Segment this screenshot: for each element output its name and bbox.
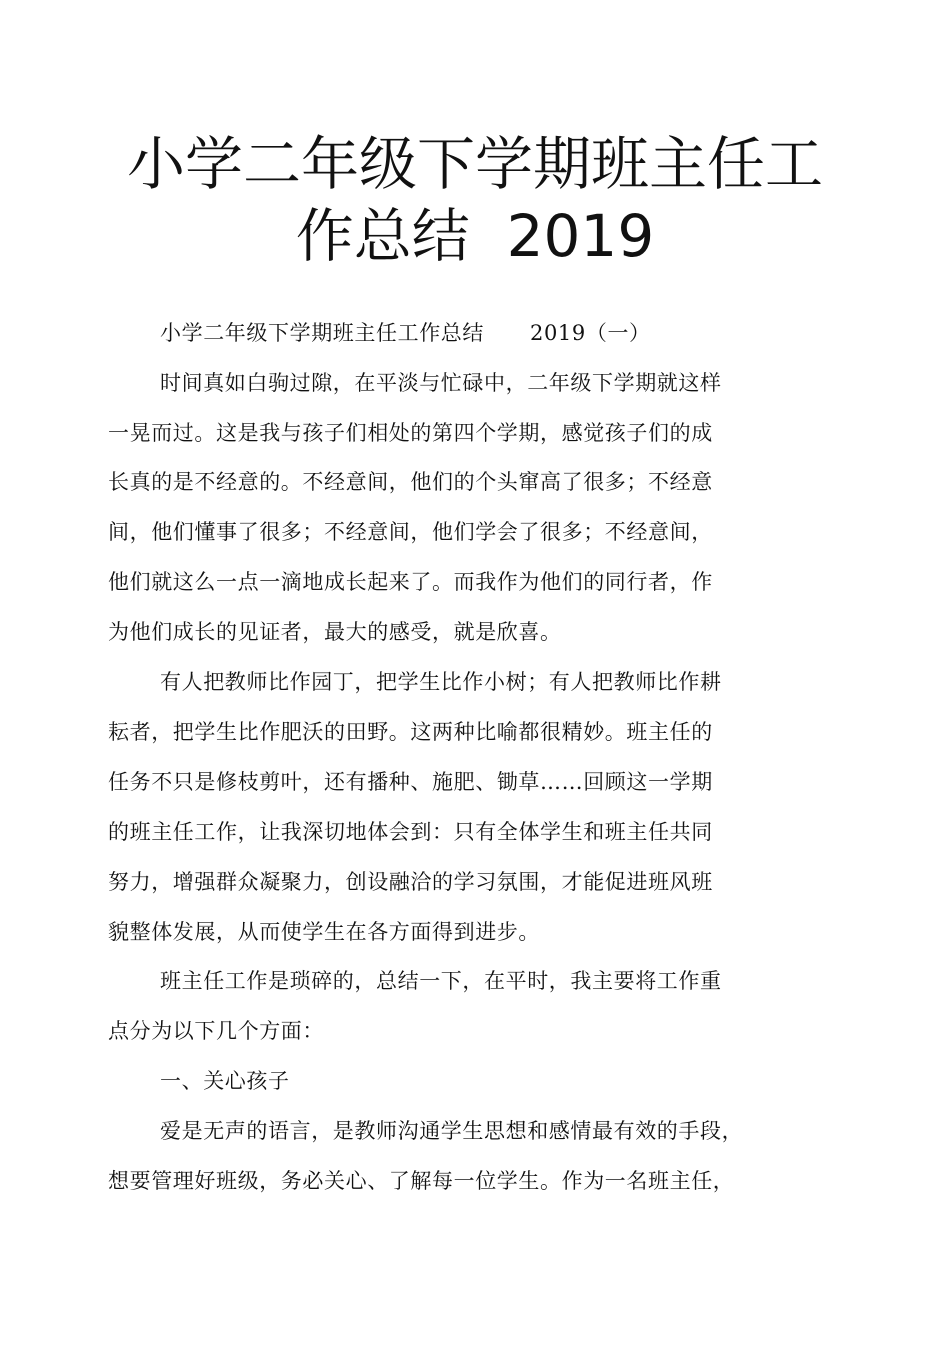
body-line: 班主任工作是琐碎的，总结一下，在平时，我主要将工作重: [160, 969, 722, 993]
body-line: 间，他们懂事了很多；不经意间，他们学会了很多；不经意间，: [108, 520, 713, 544]
body-line: 点分为以下几个方面：: [108, 1019, 324, 1043]
body-line: 想要管理好班级，务必关心、了解每一位学生。作为一名班主任，: [108, 1169, 735, 1193]
body-line: 一晃而过。这是我与孩子们相处的第四个学期，感觉孩子们的成: [108, 421, 713, 445]
subtitle-text: 小学二年级下学期班主任工作总结: [160, 321, 484, 345]
subtitle-line: [160, 318, 860, 348]
document-title: [110, 128, 840, 272]
body-line: 长真的是不经意的。不经意间，他们的个头窜高了很多；不经意: [108, 470, 713, 494]
body-line: 爱是无声的语言，是教师沟通学生思想和感情最有效的手段，: [160, 1119, 744, 1143]
body-line: 努力，增强群众凝聚力，创设融洽的学习氛围，才能促进班风班: [108, 870, 713, 894]
body-line: 有人把教师比作园丁，把学生比作小树；有人把教师比作耕: [160, 670, 722, 694]
body-line: 任务不只是修枝剪叶，还有播种、施肥、锄草……回顾这一学期: [108, 770, 713, 794]
body-line: 时间真如白驹过隙，在平淡与忙碌中，二年级下学期就这样: [160, 371, 722, 395]
title-line-2: 作总结 2019: [295, 202, 655, 270]
body-line: 耘者，把学生比作肥沃的田野。这两种比喻都很精妙。班主任的: [108, 720, 713, 744]
subtitle-year: 2019（一）: [530, 321, 651, 345]
section-heading: 一、关心孩子: [160, 1069, 290, 1093]
title-line-1: 小学二年级下学期班主任工: [126, 130, 823, 198]
body-line: 他们就这么一点一滴地成长起来了。而我作为他们的同行者，作: [108, 570, 713, 594]
body-line: 的班主任工作，让我深切地体会到：只有全体学生和班主任共同: [108, 820, 713, 844]
body-line: 貌整体发展，从而使学生在各方面得到进步。: [108, 920, 540, 944]
body-line: 为他们成长的见证者，最大的感受，就是欣喜。: [108, 620, 562, 644]
